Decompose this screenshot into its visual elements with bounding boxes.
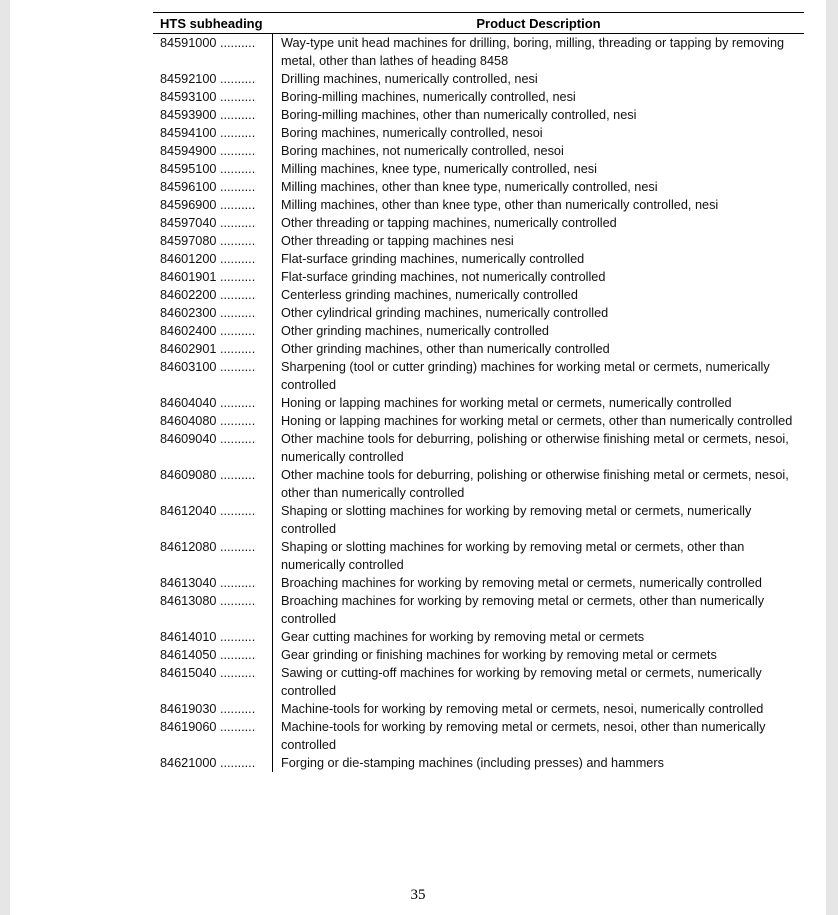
- hts-code: 84604080: [160, 414, 217, 428]
- product-description: Way-type unit head machines for drilling, boring, milling, threading or tapping by removing metal, other than lathes of heading 8458: [281, 36, 785, 68]
- product-description: Shaping or slotting machines for working by removing metal or cermets, other than numerically controlled: [281, 540, 745, 572]
- code-cell: [153, 700, 272, 718]
- dot-leader: ..........: [216, 270, 256, 284]
- product-description: Flat-surface grinding machines, not numerically controlled: [281, 270, 606, 284]
- dot-leader: ..........: [216, 468, 256, 482]
- code-cell: [153, 466, 272, 484]
- dot-leader: ..........: [216, 396, 256, 410]
- code-cell: [153, 232, 272, 250]
- table-row: [153, 358, 804, 394]
- code-cell: [153, 394, 272, 412]
- table-row: [153, 34, 804, 70]
- header-product-description: Product Description: [476, 16, 601, 31]
- hts-code: 84613080: [160, 594, 217, 608]
- code-cell: [153, 88, 272, 106]
- product-description: Honing or lapping machines for working metal or cermets, other than numerically controlled: [281, 414, 793, 428]
- table-row: [153, 142, 804, 160]
- table-row: [153, 304, 804, 322]
- hts-code: 84594900: [160, 144, 217, 158]
- table-row: [153, 646, 804, 664]
- table-row: [153, 232, 804, 250]
- table-row: [153, 628, 804, 646]
- hts-code: 84595100: [160, 162, 217, 176]
- header-hts-subheading: HTS subheading: [160, 16, 263, 31]
- page-number: 35: [410, 887, 426, 903]
- table-row: [153, 700, 804, 718]
- product-description: Milling machines, other than knee type, numerically controlled, nesi: [281, 180, 658, 194]
- document-page: [10, 0, 826, 915]
- code-cell: [153, 538, 272, 556]
- hts-code: 84621000: [160, 756, 217, 770]
- code-cell: [153, 286, 272, 304]
- product-description: Other grinding machines, other than numerically controlled: [281, 342, 610, 356]
- dot-leader: ..........: [216, 414, 256, 428]
- product-description: Gear grinding or finishing machines for working by removing metal or cermets: [281, 648, 717, 662]
- dot-leader: ..........: [216, 162, 256, 176]
- dot-leader: ..........: [216, 180, 256, 194]
- code-cell: [153, 592, 272, 610]
- table-row: [153, 286, 804, 304]
- product-description: Sawing or cutting-off machines for working by removing metal or cermets, numerically controlled: [281, 666, 762, 698]
- product-description: Drilling machines, numerically controlled, nesi: [281, 72, 538, 86]
- product-description: Sharpening (tool or cutter grinding) machines for working metal or cermets, numerically controlled: [281, 360, 770, 392]
- dot-leader: ..........: [216, 432, 256, 446]
- product-description: Boring-milling machines, numerically controlled, nesi: [281, 90, 576, 104]
- table-row: [153, 502, 804, 538]
- table-row: [153, 160, 804, 178]
- table-row: [153, 574, 804, 592]
- hts-code: 84609080: [160, 468, 217, 482]
- table-row: [153, 196, 804, 214]
- dot-leader: ..........: [216, 594, 256, 608]
- hts-code: 84604040: [160, 396, 217, 410]
- hts-code: 84596100: [160, 180, 217, 194]
- dot-leader: ..........: [216, 252, 256, 266]
- hts-code: 84602300: [160, 306, 217, 320]
- table-row: [153, 718, 804, 754]
- table-row: [153, 538, 804, 574]
- hts-code: 84612040: [160, 504, 217, 518]
- table-row: [153, 268, 804, 286]
- product-description: Broaching machines for working by removing metal or cermets, numerically controlled: [281, 576, 762, 590]
- dot-leader: ..........: [216, 144, 256, 158]
- code-cell: [153, 502, 272, 520]
- dot-leader: ..........: [216, 360, 256, 374]
- dot-leader: ..........: [216, 504, 256, 518]
- product-description: Boring machines, numerically controlled, nesoi: [281, 126, 543, 140]
- dot-leader: ..........: [216, 540, 256, 554]
- table-row: [153, 70, 804, 88]
- product-description: Forging or die-stamping machines (including presses) and hammers: [281, 756, 664, 770]
- code-cell: [153, 664, 272, 682]
- code-cell: [153, 718, 272, 736]
- code-cell: [153, 124, 272, 142]
- code-cell: [153, 412, 272, 430]
- hts-code: 84602400: [160, 324, 217, 338]
- hts-code: 84619030: [160, 702, 217, 716]
- hts-code: 84593100: [160, 90, 217, 104]
- dot-leader: ..........: [216, 666, 256, 680]
- code-cell: [153, 322, 272, 340]
- product-description: Milling machines, other than knee type, other than numerically controlled, nesi: [281, 198, 719, 212]
- hts-code: 84597080: [160, 234, 217, 248]
- table-row: [153, 664, 804, 700]
- product-description: Boring-milling machines, other than numerically controlled, nesi: [281, 108, 637, 122]
- dot-leader: ..........: [216, 324, 256, 338]
- dot-leader: ..........: [216, 108, 256, 122]
- hts-code: 84612080: [160, 540, 217, 554]
- code-cell: [153, 646, 272, 664]
- table-row: [153, 178, 804, 196]
- hts-code: 84602200: [160, 288, 217, 302]
- hts-code: 84594100: [160, 126, 217, 140]
- hts-code: 84596900: [160, 198, 217, 212]
- dot-leader: ..........: [216, 648, 256, 662]
- dot-leader: ..........: [216, 630, 256, 644]
- dot-leader: ..........: [216, 90, 256, 104]
- table-row: [153, 106, 804, 124]
- hts-code: 84619060: [160, 720, 217, 734]
- dot-leader: ..........: [216, 288, 256, 302]
- code-cell: [153, 358, 272, 376]
- hts-code: 84593900: [160, 108, 217, 122]
- code-cell: [153, 754, 272, 772]
- table-row: [153, 124, 804, 142]
- dot-leader: ..........: [216, 756, 256, 770]
- dot-leader: ..........: [216, 216, 256, 230]
- table-row: [153, 88, 804, 106]
- code-cell: [153, 574, 272, 592]
- code-cell: [153, 250, 272, 268]
- product-description: Gear cutting machines for working by removing metal or cermets: [281, 630, 645, 644]
- product-description: Machine-tools for working by removing metal or cermets, nesoi, numerically controlled: [281, 702, 764, 716]
- product-description: Other cylindrical grinding machines, numerically controlled: [281, 306, 609, 320]
- table-row: [153, 340, 804, 358]
- code-cell: [153, 178, 272, 196]
- hts-table: [153, 12, 804, 772]
- product-description: Flat-surface grinding machines, numerically controlled: [281, 252, 585, 266]
- table-row: [153, 430, 804, 466]
- table-row: [153, 322, 804, 340]
- dot-leader: ..........: [216, 342, 256, 356]
- hts-code: 84591000: [160, 36, 217, 50]
- dot-leader: ..........: [216, 234, 256, 248]
- hts-code: 84613040: [160, 576, 217, 590]
- hts-code: 84602901: [160, 342, 217, 356]
- dot-leader: ..........: [216, 126, 256, 140]
- hts-code: 84597040: [160, 216, 217, 230]
- code-cell: [153, 268, 272, 286]
- hts-code: 84614010: [160, 630, 217, 644]
- hts-code: 84614050: [160, 648, 217, 662]
- product-description: Shaping or slotting machines for working by removing metal or cermets, numerically controlled: [281, 504, 752, 536]
- table-header: [153, 12, 804, 34]
- product-description: Boring machines, not numerically controlled, nesoi: [281, 144, 564, 158]
- dot-leader: ..........: [216, 702, 256, 716]
- hts-code: 84615040: [160, 666, 217, 680]
- code-cell: [153, 142, 272, 160]
- column-divider: [272, 34, 273, 772]
- code-cell: [153, 34, 272, 52]
- code-cell: [153, 430, 272, 448]
- dot-leader: ..........: [216, 576, 256, 590]
- table-body: [153, 34, 804, 772]
- code-cell: [153, 106, 272, 124]
- hts-code: 84603100: [160, 360, 217, 374]
- code-cell: [153, 160, 272, 178]
- table-row: [153, 394, 804, 412]
- product-description: Other machine tools for deburring, polishing or otherwise finishing metal or cermets, nesoi, other than numerically controlled: [281, 468, 789, 500]
- table-row: [153, 754, 804, 772]
- table-row: [153, 466, 804, 502]
- table-row: [153, 250, 804, 268]
- product-description: Honing or lapping machines for working metal or cermets, numerically controlled: [281, 396, 732, 410]
- dot-leader: ..........: [216, 72, 256, 86]
- product-description: Other grinding machines, numerically controlled: [281, 324, 549, 338]
- product-description: Other threading or tapping machines, numerically controlled: [281, 216, 617, 230]
- product-description: Machine-tools for working by removing metal or cermets, nesoi, other than numerically controlled: [281, 720, 766, 752]
- table-row: [153, 214, 804, 232]
- code-cell: [153, 70, 272, 88]
- hts-code: 84601901: [160, 270, 217, 284]
- code-cell: [153, 340, 272, 358]
- table-row: [153, 592, 804, 628]
- product-description: Other threading or tapping machines nesi: [281, 234, 514, 248]
- code-cell: [153, 628, 272, 646]
- code-cell: [153, 304, 272, 322]
- product-description: Broaching machines for working by removing metal or cermets, other than numerically controlled: [281, 594, 765, 626]
- product-description: Other machine tools for deburring, polishing or otherwise finishing metal or cermets, nesoi, numerically controlled: [281, 432, 789, 464]
- product-description: Centerless grinding machines, numerically controlled: [281, 288, 578, 302]
- code-cell: [153, 196, 272, 214]
- hts-code: 84592100: [160, 72, 217, 86]
- code-cell: [153, 214, 272, 232]
- table-row: [153, 412, 804, 430]
- dot-leader: ..........: [216, 36, 256, 50]
- hts-code: 84609040: [160, 432, 217, 446]
- dot-leader: ..........: [216, 306, 256, 320]
- dot-leader: ..........: [216, 198, 256, 212]
- dot-leader: ..........: [216, 720, 256, 734]
- product-description: Milling machines, knee type, numerically controlled, nesi: [281, 162, 597, 176]
- hts-code: 84601200: [160, 252, 217, 266]
